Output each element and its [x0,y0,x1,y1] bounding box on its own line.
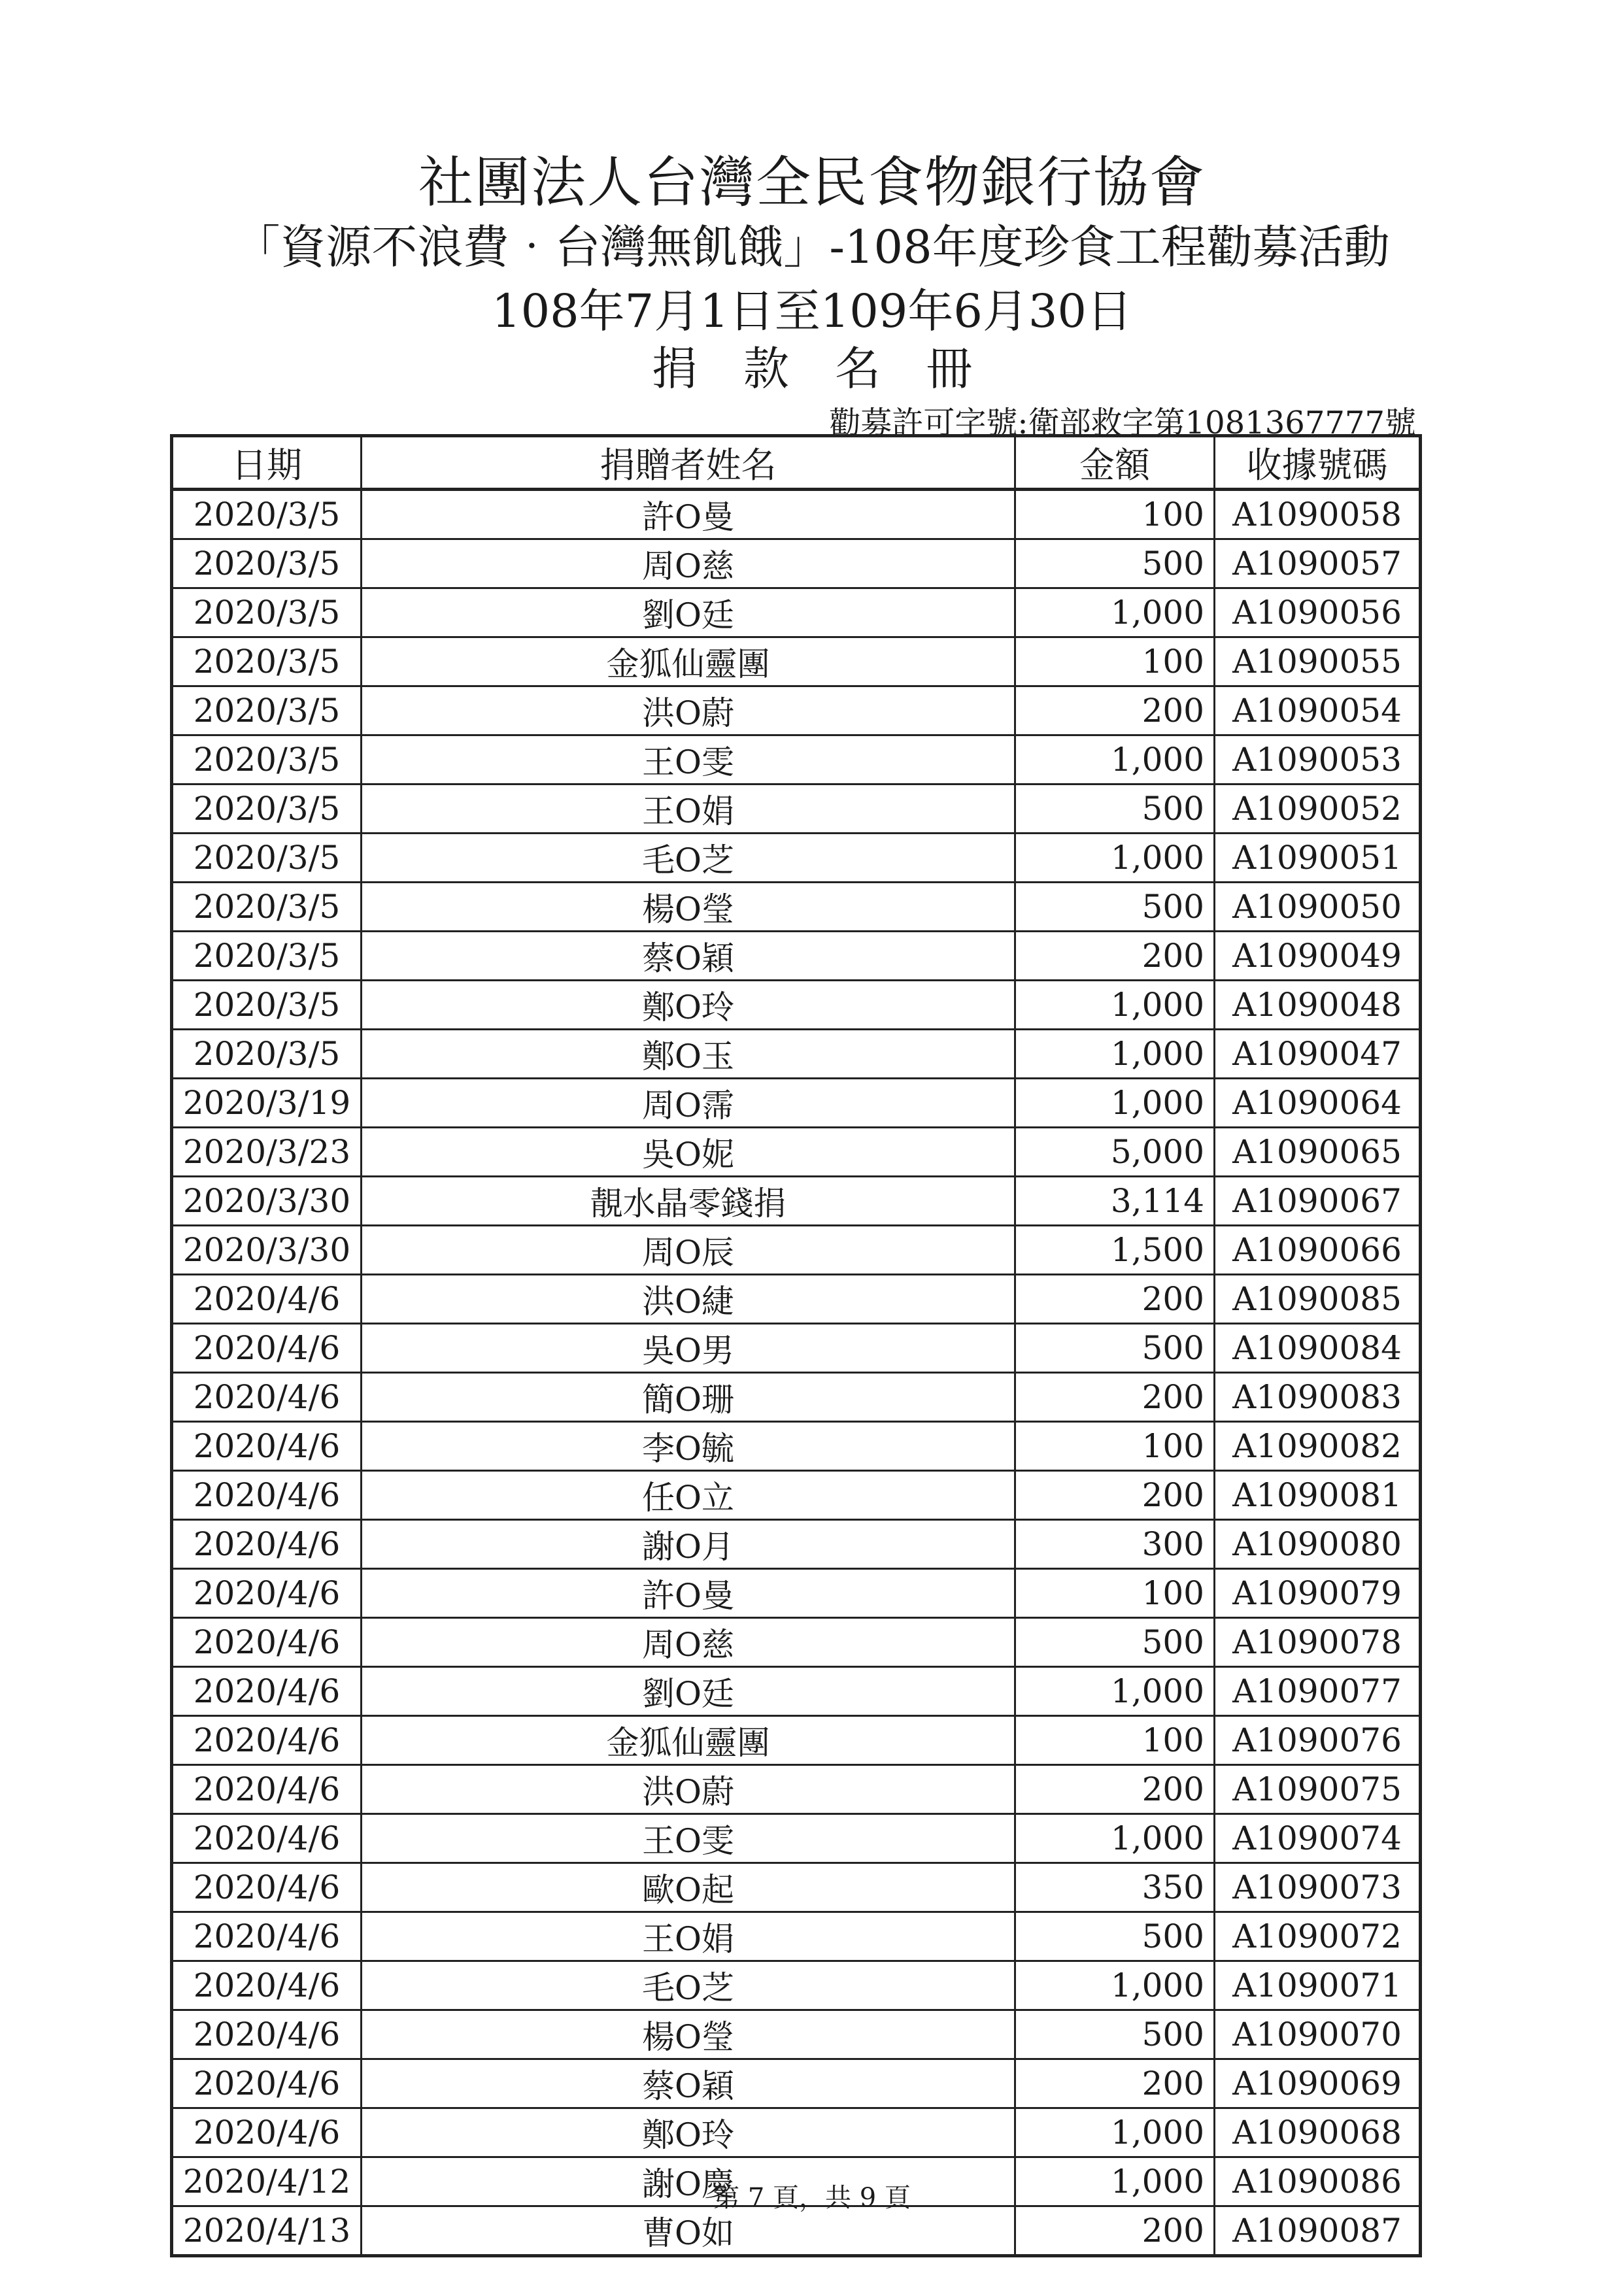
amount-cell: 1,000 [1015,1079,1215,1128]
donor-name-cell: 歐O起 [362,1863,1015,1912]
column-header-donor-name: 捐贈者姓名 [362,436,1015,490]
receipt-number-cell: A1090074 [1215,1814,1421,1863]
date-cell: 2020/3/5 [172,490,362,539]
date-cell: 2020/3/5 [172,588,362,637]
table-row [172,490,1421,539]
donor-name-cell: 金狐仙靈團 [362,637,1015,686]
date-cell: 2020/4/12 [172,2157,362,2206]
receipt-number-cell: A1090081 [1215,1471,1421,1520]
receipt-number-cell: A1090058 [1215,490,1421,539]
donor-name-cell: 金狐仙靈團 [362,1716,1015,1765]
receipt-number-cell: A1090051 [1215,834,1421,883]
receipt-number-cell: A1090069 [1215,2059,1421,2108]
donor-name-cell: 許O曼 [362,1569,1015,1618]
table-row [172,981,1421,1030]
date-cell: 2020/3/19 [172,1079,362,1128]
campaign-period: 108年7月1日至109年6月30日 [492,284,1132,338]
donor-name-cell: 謝O月 [362,1520,1015,1569]
receipt-number-cell: A1090077 [1215,1667,1421,1716]
table-header [172,436,1421,490]
receipt-number-cell: A1090068 [1215,2108,1421,2157]
receipt-number-cell: A1090087 [1215,2206,1421,2256]
amount-cell: 200 [1015,1373,1215,1422]
table-row [172,1422,1421,1471]
donor-name-cell: 劉O廷 [362,1667,1015,1716]
receipt-number-cell: A1090085 [1215,1275,1421,1324]
date-cell: 2020/3/23 [172,1128,362,1177]
receipt-number-cell: A1090084 [1215,1324,1421,1373]
donor-name-cell: 王O雯 [362,1814,1015,1863]
amount-cell: 200 [1015,686,1215,735]
date-cell: 2020/4/6 [172,2108,362,2157]
amount-cell: 300 [1015,1520,1215,1569]
donor-name-cell: 蔡O穎 [362,932,1015,981]
table-row [172,686,1421,735]
table-row [172,1226,1421,1275]
receipt-number-cell: A1090067 [1215,1177,1421,1226]
receipt-number-cell: A1090073 [1215,1863,1421,1912]
table-row [172,1128,1421,1177]
date-cell: 2020/3/5 [172,883,362,932]
receipt-number-cell: A1090066 [1215,1226,1421,1275]
date-cell: 2020/4/6 [172,1716,362,1765]
donor-name-cell: 洪O蔚 [362,1765,1015,1814]
date-cell: 2020/4/6 [172,1618,362,1667]
table-row [172,784,1421,834]
table-row [172,1373,1421,1422]
receipt-number-cell: A1090075 [1215,1765,1421,1814]
table-row [172,883,1421,932]
table-row [172,1275,1421,1324]
amount-cell: 200 [1015,1765,1215,1814]
date-cell: 2020/4/6 [172,2059,362,2108]
amount-cell: 200 [1015,2206,1215,2256]
amount-cell: 1,500 [1015,1226,1215,1275]
amount-cell: 1,000 [1015,981,1215,1030]
receipt-number-cell: A1090054 [1215,686,1421,735]
table-row [172,1471,1421,1520]
table-row [172,539,1421,588]
table-row [172,735,1421,784]
table-row [172,1667,1421,1716]
date-cell: 2020/3/5 [172,539,362,588]
amount-cell: 200 [1015,1275,1215,1324]
amount-cell: 1,000 [1015,834,1215,883]
receipt-number-cell: A1090070 [1215,2010,1421,2059]
donor-name-cell: 王O雯 [362,735,1015,784]
date-cell: 2020/3/5 [172,981,362,1030]
receipt-number-cell: A1090047 [1215,1030,1421,1079]
donor-name-cell: 劉O廷 [362,588,1015,637]
donor-name-cell: 鄭O玲 [362,2108,1015,2157]
table-row [172,2108,1421,2157]
donor-name-cell: 吳O妮 [362,1128,1015,1177]
donor-name-cell: 毛O芝 [362,834,1015,883]
table-row [172,932,1421,981]
table-row [172,1324,1421,1373]
date-cell: 2020/3/30 [172,1226,362,1275]
amount-cell: 500 [1015,2010,1215,2059]
donor-name-cell: 許O曼 [362,490,1015,539]
donor-name-cell: 周O慈 [362,539,1015,588]
donor-name-cell: 王O娟 [362,784,1015,834]
table-body [172,490,1421,2256]
date-cell: 2020/3/5 [172,834,362,883]
receipt-number-cell: A1090057 [1215,539,1421,588]
date-cell: 2020/3/5 [172,784,362,834]
donor-name-cell: 洪O蔚 [362,686,1015,735]
receipt-number-cell: A1090053 [1215,735,1421,784]
column-header-amount: 金額 [1015,436,1215,490]
date-cell: 2020/4/6 [172,1912,362,1961]
amount-cell: 500 [1015,1324,1215,1373]
amount-cell: 200 [1015,1471,1215,1520]
donor-name-cell: 周O霈 [362,1079,1015,1128]
date-cell: 2020/3/5 [172,932,362,981]
amount-cell: 100 [1015,1422,1215,1471]
amount-cell: 1,000 [1015,1814,1215,1863]
donor-name-cell: 周O慈 [362,1618,1015,1667]
date-cell: 2020/4/13 [172,2206,362,2256]
date-cell: 2020/4/6 [172,1863,362,1912]
header-row [172,436,1421,490]
amount-cell: 100 [1015,490,1215,539]
receipt-number-cell: A1090078 [1215,1618,1421,1667]
receipt-number-cell: A1090052 [1215,784,1421,834]
table-row [172,588,1421,637]
table-row [172,2059,1421,2108]
table-row [172,637,1421,686]
table-row [172,1177,1421,1226]
receipt-number-cell: A1090048 [1215,981,1421,1030]
campaign-title: 「資源不浪費‧台灣無飢餓」-108年度珍食工程勸募活動 [234,220,1390,274]
date-cell: 2020/4/6 [172,1814,362,1863]
table-row [172,1030,1421,1079]
date-cell: 2020/4/6 [172,1569,362,1618]
donor-name-cell: 任O立 [362,1471,1015,1520]
table-row [172,834,1421,883]
table-row [172,1765,1421,1814]
date-cell: 2020/3/5 [172,637,362,686]
donor-name-cell: 周O辰 [362,1226,1015,1275]
table-row [172,1520,1421,1569]
donor-name-cell: 王O娟 [362,1912,1015,1961]
amount-cell: 200 [1015,2059,1215,2108]
receipt-number-cell: A1090049 [1215,932,1421,981]
amount-cell: 100 [1015,1716,1215,1765]
table-row [172,1961,1421,2010]
amount-cell: 500 [1015,539,1215,588]
donor-name-cell: 毛O芝 [362,1961,1015,2010]
amount-cell: 200 [1015,932,1215,981]
amount-cell: 500 [1015,1912,1215,1961]
column-header-receipt-number: 收據號碼 [1215,436,1421,490]
donation-table [170,434,1422,2257]
receipt-number-cell: A1090082 [1215,1422,1421,1471]
table-row [172,2010,1421,2059]
date-cell: 2020/4/6 [172,1667,362,1716]
date-cell: 2020/4/6 [172,1275,362,1324]
receipt-number-cell: A1090064 [1215,1079,1421,1128]
amount-cell: 350 [1015,1863,1215,1912]
receipt-number-cell: A1090083 [1215,1373,1421,1422]
date-cell: 2020/4/6 [172,1373,362,1422]
amount-cell: 1,000 [1015,1961,1215,2010]
date-cell: 2020/4/6 [172,2010,362,2059]
receipt-number-cell: A1090079 [1215,1569,1421,1618]
date-cell: 2020/3/5 [172,686,362,735]
donor-name-cell: 靚水晶零錢捐 [362,1177,1015,1226]
receipt-number-cell: A1090071 [1215,1961,1421,2010]
amount-cell: 1,000 [1015,1030,1215,1079]
amount-cell: 1,000 [1015,1667,1215,1716]
receipt-number-cell: A1090050 [1215,883,1421,932]
donor-name-cell: 楊O瑩 [362,2010,1015,2059]
receipt-number-cell: A1090055 [1215,637,1421,686]
donor-name-cell: 蔡O穎 [362,2059,1015,2108]
date-cell: 2020/3/5 [172,1030,362,1079]
donor-name-cell: 鄭O玲 [362,981,1015,1030]
donor-name-cell: 楊O瑩 [362,883,1015,932]
table-row [172,1814,1421,1863]
donor-name-cell: 鄭O玉 [362,1030,1015,1079]
receipt-number-cell: A1090065 [1215,1128,1421,1177]
table-row [172,1863,1421,1912]
donor-name-cell: 曹O如 [362,2206,1015,2256]
page-number: 第 7 頁，共 9 頁 [713,2183,911,2213]
donor-name-cell: 謝O慶 [362,2157,1015,2206]
table-row [172,1716,1421,1765]
date-cell: 2020/3/30 [172,1177,362,1226]
receipt-number-cell: A1090076 [1215,1716,1421,1765]
date-cell: 2020/4/6 [172,1471,362,1520]
organization-title: 社團法人台灣全民食物銀行協會 [418,150,1206,214]
amount-cell: 500 [1015,883,1215,932]
table-row [172,1618,1421,1667]
receipt-number-cell: A1090056 [1215,588,1421,637]
amount-cell: 1,000 [1015,2157,1215,2206]
amount-cell: 500 [1015,1618,1215,1667]
amount-cell: 1,000 [1015,588,1215,637]
amount-cell: 5,000 [1015,1128,1215,1177]
date-cell: 2020/4/6 [172,1961,362,2010]
table-row [172,1079,1421,1128]
amount-cell: 100 [1015,637,1215,686]
date-cell: 2020/4/6 [172,1520,362,1569]
amount-cell: 1,000 [1015,2108,1215,2157]
date-cell: 2020/4/6 [172,1765,362,1814]
document-title: 捐款名冊 [652,342,1018,396]
donor-name-cell: 洪O緁 [362,1275,1015,1324]
table-row [172,1912,1421,1961]
column-header-date: 日期 [172,436,362,490]
amount-cell: 100 [1015,1569,1215,1618]
amount-cell: 3,114 [1015,1177,1215,1226]
permit-number: 勸募許可字號:衛部救字第1081367777號 [829,405,1416,441]
amount-cell: 1,000 [1015,735,1215,784]
donor-name-cell: 簡O珊 [362,1373,1015,1422]
date-cell: 2020/3/5 [172,735,362,784]
table-row [172,1569,1421,1618]
receipt-number-cell: A1090086 [1215,2157,1421,2206]
receipt-number-cell: A1090080 [1215,1520,1421,1569]
receipt-number-cell: A1090072 [1215,1912,1421,1961]
amount-cell: 500 [1015,784,1215,834]
date-cell: 2020/4/6 [172,1422,362,1471]
date-cell: 2020/4/6 [172,1324,362,1373]
donor-name-cell: 吳O男 [362,1324,1015,1373]
donor-name-cell: 李O毓 [362,1422,1015,1471]
